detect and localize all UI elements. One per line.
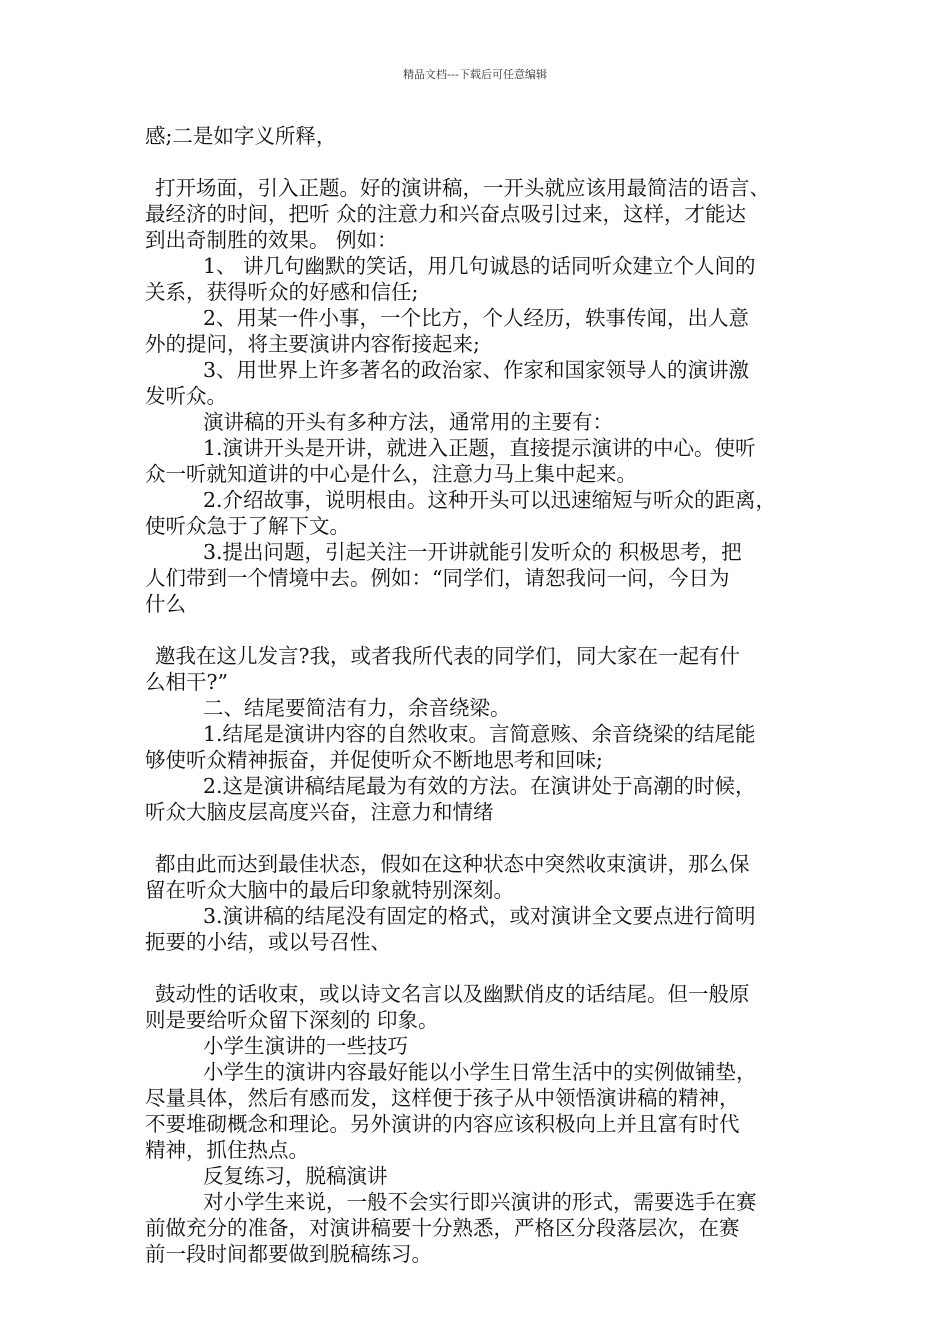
text-line: 发听众。 (145, 384, 227, 408)
text-line: 3.演讲稿的结尾没有固定的格式，或对演讲全文要点进行简明 (203, 904, 756, 928)
text-line: 邀我在这儿发言?我，或者我所代表的同学们，同大家在一起有什 (155, 644, 740, 668)
text-line: 什么 (145, 592, 186, 616)
text-line: 1.演讲开头是开讲，就进入正题，直接提示演讲的中心。使听 (203, 436, 756, 460)
text-line: 小学生的演讲内容最好能以小学生日常生活中的实例做铺垫， (203, 1060, 757, 1084)
text-line: 众一听就知道讲的中心是什么，注意力马上集中起来。 (145, 462, 637, 486)
text-line: 外的提问，将主要演讲内容衔接起来; (145, 332, 480, 356)
text-line: 打开场面，引入正题。好的演讲稿，一开头就应该用最简洁的语言、 (155, 176, 770, 200)
text-line: 1、 讲几句幽默的笑话，用几句诚恳的话同听众建立个人间的 (203, 254, 756, 278)
text-line: 则是要给听众留下深刻的 印象。 (145, 1008, 439, 1032)
text-line: 够使听众精神振奋，并促使听众不断地思考和回味; (145, 748, 603, 772)
text-line: 反复练习，脱稿演讲 (203, 1164, 388, 1188)
text-line: 二、结尾要简洁有力，余音绕梁。 (203, 696, 511, 720)
text-line: 对小学生来说，一般不会实行即兴演讲的形式，需要选手在赛 (203, 1190, 757, 1214)
text-line: 听众大脑皮层高度兴奋，注意力和情绪 (145, 800, 494, 824)
text-line: 鼓动性的话收束，或以诗文名言以及幽默俏皮的话结尾。但一般原 (155, 982, 750, 1006)
text-line: 前做充分的准备，对演讲稿要十分熟悉，严格区分段落层次，在赛 (145, 1216, 740, 1240)
text-line: 不要堆砌概念和理论。另外演讲的内容应该积极向上并且富有时代 (145, 1112, 740, 1136)
text-line: 小学生演讲的一些技巧 (203, 1034, 408, 1058)
text-line: 演讲稿的开头有多种方法，通常用的主要有： (203, 410, 613, 434)
text-line: 尽量具体，然后有感而发，这样便于孩子从中领悟演讲稿的精神， (145, 1086, 740, 1110)
text-line: 最经济的时间，把听 众的注意力和兴奋点吸引过来，这样，才能达 (145, 202, 747, 226)
text-line: 使听众急于了解下文。 (145, 514, 350, 538)
text-line: 2、用某一件小事，一个比方，个人经历，轶事传闻，出人意 (203, 306, 750, 330)
text-line: 2.介绍故事，说明根由。这种开头可以迅速缩短与听众的距离， (203, 488, 777, 512)
text-line: 留在听众大脑中的最后印象就特别深刻。 (145, 878, 514, 902)
text-line: 2.这是演讲稿结尾最为有效的方法。在演讲处于高潮的时候， (203, 774, 756, 798)
text-line: 感;二是如字义所释， (145, 124, 337, 148)
page-header: 精品文档---下载后可任意编辑 (403, 68, 547, 81)
text-line: 关系，获得听众的好感和信任; (145, 280, 419, 304)
text-line: 前一段时间都要做到脱稿练习。 (145, 1242, 432, 1266)
text-line: 精神，抓住热点。 (145, 1138, 309, 1162)
text-line: 扼要的小结，或以号召性、 (145, 930, 391, 954)
text-line: 3.提出问题，引起关注一开讲就能引发听众的 积极思考，把 (203, 540, 742, 564)
text-line: 么相干?” (145, 670, 228, 694)
text-line: 3、用世界上许多著名的政治家、作家和国家领导人的演讲激 (203, 358, 750, 382)
text-line: 到出奇制胜的效果。 例如： (145, 228, 398, 252)
text-line: 1.结尾是演讲内容的自然收束。言简意赅、余音绕梁的结尾能 (203, 722, 756, 746)
text-line: 人们带到一个情境中去。例如：“同学们，请恕我问一问，今日为 (145, 566, 730, 590)
text-line: 都由此而达到最佳状态，假如在这种状态中突然收束演讲，那么保 (155, 852, 750, 876)
